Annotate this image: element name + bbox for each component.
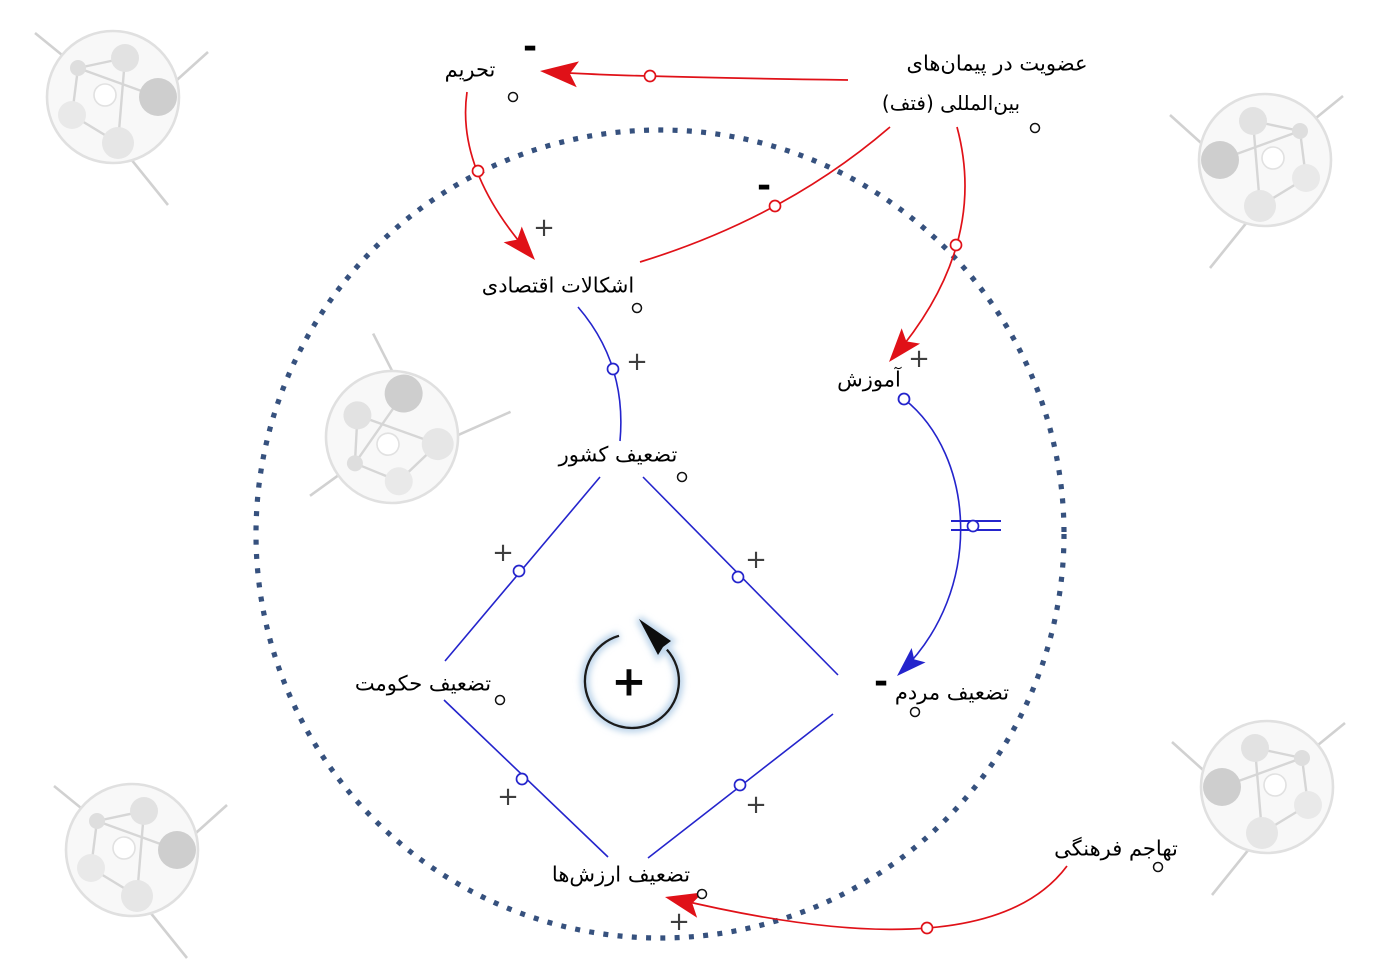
- link-people-weakening-to-values-weakening: [648, 714, 833, 858]
- reinforcing-loop-indicator: [585, 619, 679, 728]
- network-ball-decoration-top-right: [1170, 94, 1343, 268]
- link-economic-problems-to-country-weakening: [578, 307, 648, 441]
- polarity-sign: +: [497, 782, 519, 812]
- polarity-sign: +: [533, 213, 555, 243]
- polarity-sign: +: [626, 347, 648, 377]
- polarity-sign: +: [745, 790, 767, 820]
- node-fatf-membership-line1[interactable]: عضویت در پیمان‌های: [906, 51, 1088, 76]
- polarity-sign: +: [492, 538, 514, 568]
- link-sanctions-to-economic-problems: [466, 92, 555, 268]
- polarity-sign: +: [668, 907, 690, 937]
- polarity-sign: -: [873, 662, 889, 702]
- network-ball-decoration-bottom-right: [1172, 721, 1345, 895]
- node-people-weakening[interactable]: تضعیف مردم: [894, 680, 1010, 705]
- loop-polarity-sign: +: [611, 656, 647, 706]
- polarity-sign: +: [745, 545, 767, 575]
- link-government-weakening-to-values-weakening: [444, 700, 608, 857]
- link-education-to-people-weakening: [874, 394, 1001, 703]
- link-fatf-membership-to-economic-problems: [640, 127, 890, 262]
- node-sanctions[interactable]: تحریم: [444, 57, 496, 82]
- node-values-weakening[interactable]: تضعیف ارزش‌ها: [551, 862, 691, 887]
- node-cultural-invasion[interactable]: تهاجم فرهنگی: [1054, 836, 1178, 861]
- link-fatf-membership-to-education: [880, 127, 965, 374]
- link-country-weakening-to-government-weakening: [445, 477, 600, 661]
- system-boundary-circle: [256, 130, 1064, 938]
- node-anchor-circles: [496, 93, 1163, 899]
- polarity-sign: -: [756, 166, 772, 206]
- network-ball-decoration-bottom-left: [54, 784, 227, 958]
- node-government-weakening[interactable]: تضعیف حکومت: [354, 671, 492, 696]
- link-cultural-invasion-to-values-weakening: [662, 866, 1067, 937]
- network-ball-decoration-top-left: [35, 31, 208, 205]
- node-education[interactable]: آموزش: [837, 367, 901, 392]
- delay-mark: [951, 521, 1001, 532]
- polarity-sign: +: [908, 344, 930, 374]
- polarity-sign: -: [522, 27, 538, 67]
- node-fatf-membership-line2[interactable]: بین‌المللی (فتف): [881, 91, 1021, 115]
- node-country-weakening[interactable]: تضعیف کشور: [558, 442, 678, 467]
- node-economic-problems[interactable]: اشکالات اقتصادی: [481, 273, 635, 298]
- network-ball-decoration-mid-left: [308, 328, 521, 540]
- link-country-weakening-to-people-weakening: [643, 477, 838, 675]
- link-fatf-membership-to-sanctions: [523, 27, 848, 87]
